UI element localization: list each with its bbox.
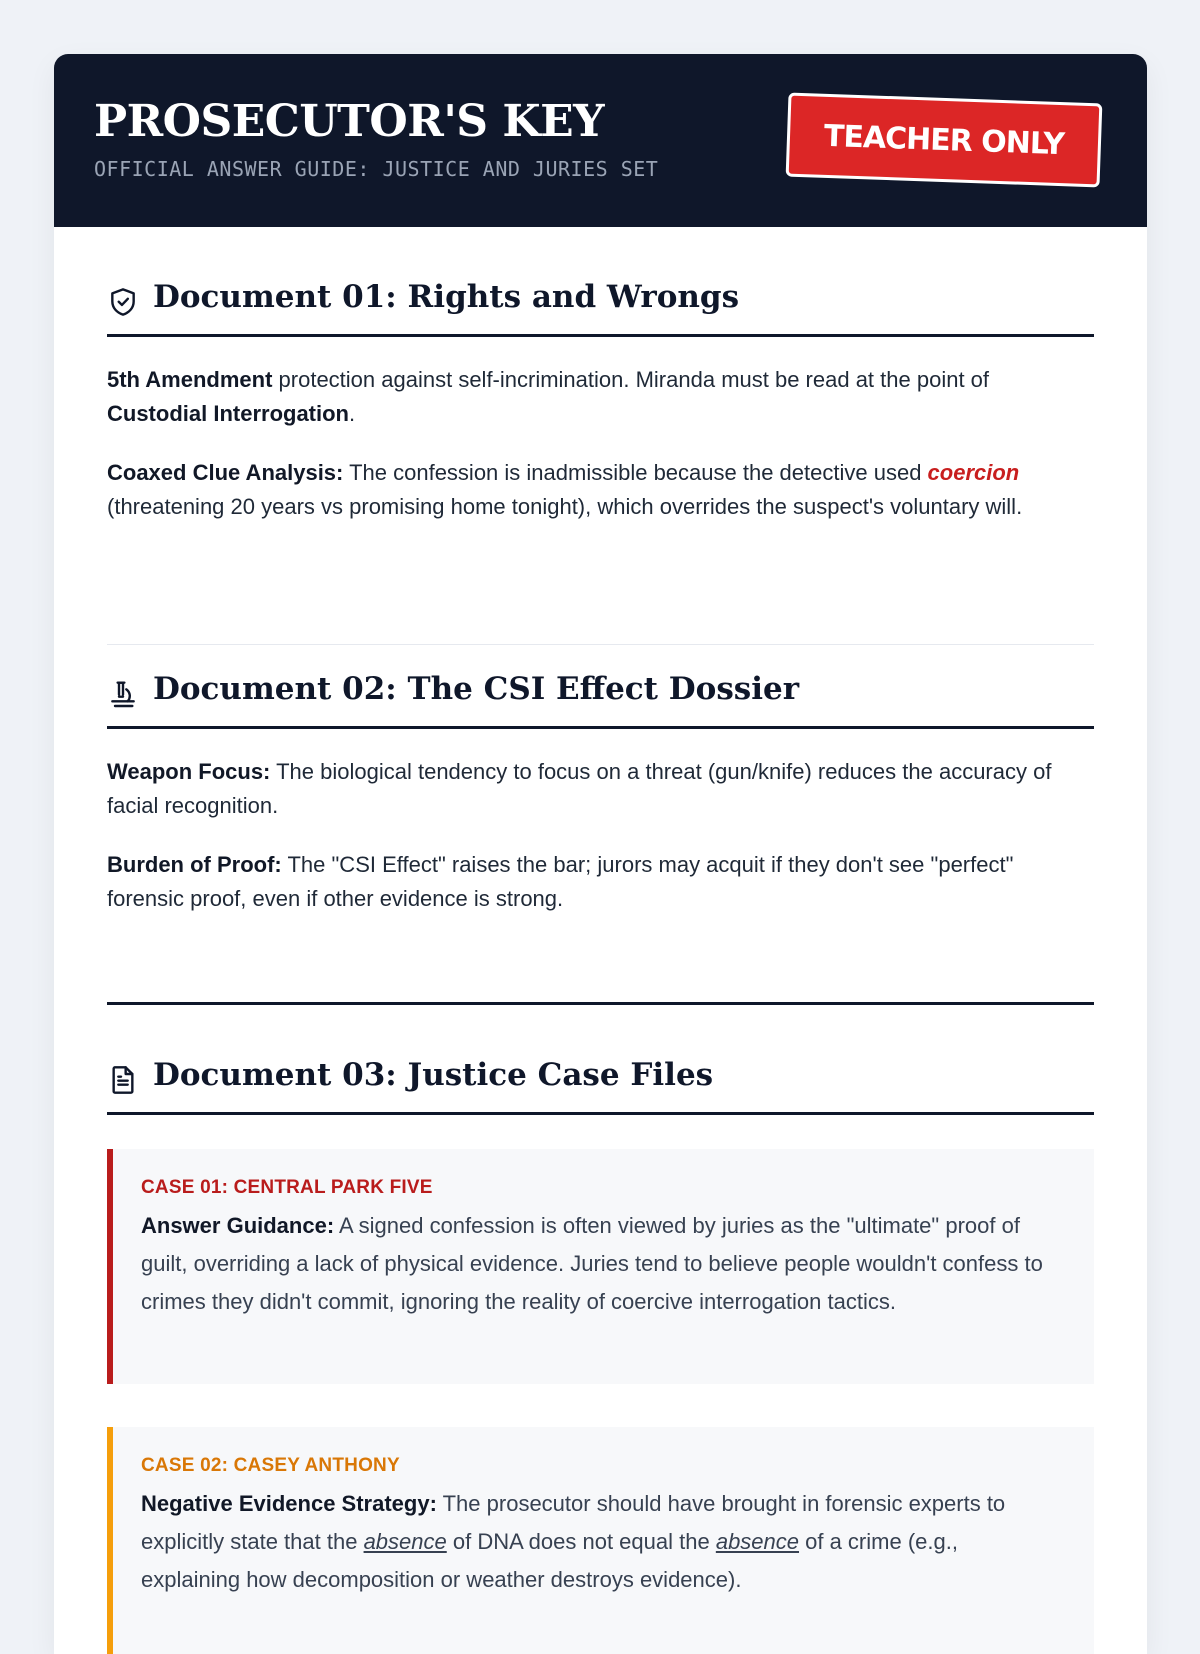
paragraph-text: The confession is inadmissible because the detective used [343, 460, 928, 485]
paragraph-burden-of-proof [107, 848, 1094, 916]
answer-key-card [54, 54, 1147, 1654]
section-title: Document 02: The CSI Effect Dossier [153, 671, 800, 707]
term-coaxed-clue-analysis: Coaxed Clue Analysis: [107, 460, 344, 485]
paragraph-text: The "CSI Effect" raises the bar; jurors may acquit if they don't see "perfect" forensic proof, even if other evidence is strong. [107, 852, 1014, 911]
section-title: Document 01: Rights and Wrongs [153, 279, 740, 315]
paragraph-coaxed-clue [107, 456, 1094, 524]
document-icon [107, 1064, 139, 1096]
case-text: A signed confession is often viewed by juries as the "ultimate" proof of guilt, overriding a lack of physical evidence. Juries tend to believe people wouldn't confess to crimes they didn't commit, ignoring the reality of coercive interrogation tactics. [141, 1213, 1043, 1314]
teacher-only-stamp: TEACHER ONLY [786, 93, 1103, 188]
case-label: CASE 02: CASEY ANTHONY [141, 1455, 400, 1476]
page-subtitle: OFFICIAL ANSWER GUIDE: JUSTICE AND JURIES SET [94, 157, 659, 181]
term-answer-guidance: Answer Guidance: [141, 1213, 335, 1238]
term-custodial-interrogation: Custodial Interrogation [107, 401, 349, 426]
paragraph-text: protection against self-incrimination. Miranda must be read at the point of [272, 367, 990, 392]
case-text: of a crime (e.g., explaining how decomposition or weather destroys evidence). [141, 1529, 958, 1592]
case-text: of DNA does not equal the [446, 1529, 716, 1554]
section-rule [107, 1112, 1094, 1115]
case-answer [141, 1207, 1061, 1321]
case-label: CASE 01: CENTRAL PARK FIVE [141, 1177, 433, 1198]
term-burden-of-proof: Burden of Proof: [107, 852, 282, 877]
case-card-casey-anthony [107, 1427, 1094, 1654]
section-rule [107, 726, 1094, 729]
paragraph-text: The biological tendency to focus on a threat (gun/knife) reduces the accuracy of facial recognition. [107, 759, 1052, 818]
paragraph-weapon-focus [107, 755, 1094, 823]
section-rule [107, 334, 1094, 337]
case-text: The prosecutor should have brought in forensic experts to explicitly state that the [141, 1491, 1006, 1554]
shield-check-icon [107, 286, 139, 318]
paragraph-text: . [349, 401, 356, 426]
term-coercion: coercion [927, 460, 1020, 485]
term-weapon-focus: Weapon Focus: [107, 759, 271, 784]
section-divider-thick [107, 1002, 1094, 1005]
case-answer [141, 1485, 1061, 1599]
header-banner [54, 54, 1147, 227]
section-divider [107, 644, 1094, 645]
case-card-central-park-five [107, 1149, 1094, 1384]
paragraph-5th-amendment [107, 363, 1094, 431]
section-title: Document 03: Justice Case Files [153, 1057, 714, 1093]
term-absence: absence [715, 1529, 800, 1554]
microscope-icon [107, 678, 139, 710]
term-negative-evidence-strategy: Negative Evidence Strategy: [141, 1491, 437, 1516]
term-absence: absence [363, 1529, 447, 1554]
term-5th-amendment: 5th Amendment [107, 367, 273, 392]
paragraph-text: (threatening 20 years vs promising home tonight), which overrides the suspect's voluntary will. [107, 494, 1023, 519]
page-title: PROSECUTOR'S KEY [94, 96, 605, 147]
